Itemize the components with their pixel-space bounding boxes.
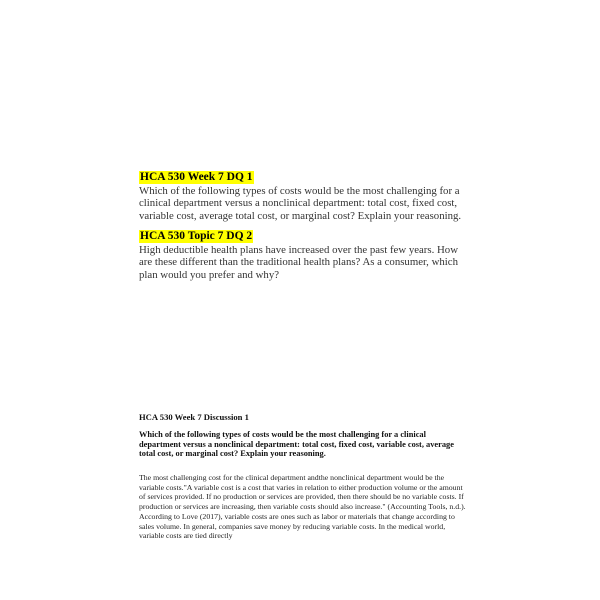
dq1-question: Which of the following types of costs would be the most challenging for a clinical department versus a nonclinical department: total cost, fixed cost, variable cost, average total cost, or marginal cost? Explain your reasoning.	[139, 185, 462, 222]
dq1-section	[139, 167, 469, 222]
dq2-question: High deductible health plans have increased over the past few years. How are these different than the traditional health plans? As a consumer, which plan would you prefer and why?	[139, 244, 458, 281]
dq2-heading: HCA 530 Topic 7 DQ 2	[140, 230, 253, 242]
dq2-section	[139, 226, 469, 281]
dq1-heading: HCA 530 Week 7 DQ 1	[140, 171, 253, 183]
discussion-body: The most challenging cost for the clinical department andthe nonclinical department would be the variable costs."A variable cost is a cost that varies in relation to either production volume or the amount of services provided. If no production or services are provided, then there should be no variable costs. If production or services are increasing, then variable costs should also increase." (Accounting Tools, n.d.). According to Love (2017), variable costs are ones such as labor or materials that change according to sales volume. In general, companies save money by reducing variable costs. In the medical world, variable costs are tied directly	[139, 473, 466, 541]
discussion-title: HCA 530 Week 7 Discussion 1	[139, 412, 249, 422]
discussion-question: Which of the following types of costs would be the most challenging for a clinical department versus a nonclinical department: total cost, fixed cost, variable cost, average total cost, or marginal cost? Explain your reasoning.	[139, 430, 454, 459]
